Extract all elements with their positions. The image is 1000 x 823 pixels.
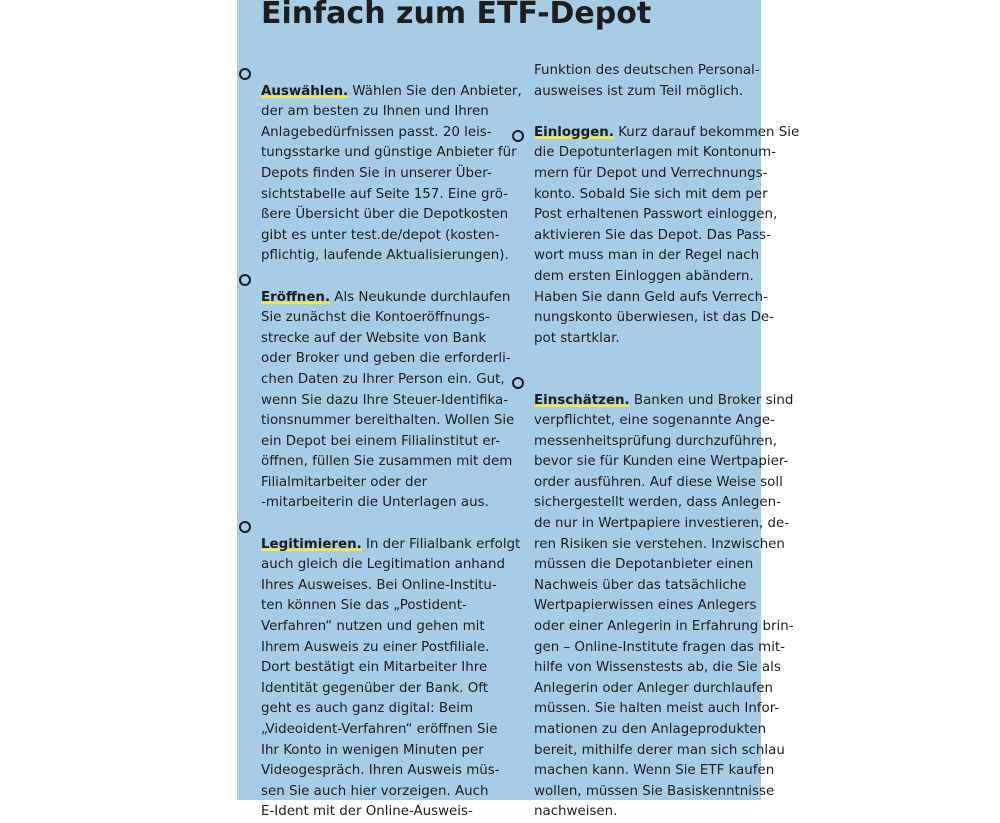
text-line: „Videoident-Verfahren“ eröffnen Sie	[261, 722, 498, 737]
text-line: oder Broker und geben die erforderli-	[261, 351, 511, 367]
text-line: Ihr Konto in wenigen Minuten per	[261, 742, 484, 758]
text-line: Dort bestätigt ein Mitarbeiter Ihre	[261, 660, 488, 676]
text-line: Ihres Ausweises. Bei Online-Institu-	[261, 577, 497, 593]
section-first-line-text: In der Filialbank erfolgt	[361, 536, 521, 552]
text-line: pot startklar.	[534, 330, 620, 346]
text-line: messenheitsprüfung durchzuführen,	[534, 433, 778, 449]
text-line: öffnen, füllen Sie zusammen mit dem	[261, 454, 513, 470]
section-body	[261, 308, 515, 514]
text-line: bevor sie für Kunden eine Wertpapier-	[534, 454, 789, 470]
text-line: mationen zu den Anlageprodukten	[534, 722, 767, 737]
text-line: Verfahren“ nutzen und gehen mit	[261, 619, 485, 635]
bullet-circle-icon	[512, 377, 524, 389]
section-keyword: Legitimieren.	[261, 536, 362, 552]
text-line: Ihrem Ausweis zu einer Postfiliale.	[261, 639, 490, 655]
text-line: sen Sie auch hier vorzeigen. Auch	[261, 783, 489, 799]
section-eroeffnen	[261, 288, 515, 515]
text-line: tungsstarke und günstige Anbieter für	[261, 145, 517, 161]
section-keyword: Einschätzen.	[534, 392, 630, 408]
text-line: ren Risiken sie verstehen. Inzwischen	[534, 536, 785, 552]
text-line: geht es auch ganz digital: Beim	[261, 701, 474, 717]
section-legitimieren	[261, 535, 521, 823]
spacer	[534, 349, 770, 370]
text-line: bereit, mithilfe derer man sich schlau	[534, 742, 785, 758]
section-body	[261, 555, 505, 823]
text-line: E-Ident mit der Online-Ausweis-	[261, 804, 473, 820]
section-first-line	[534, 391, 794, 412]
text-line: Videogespräch. Ihren Ausweis müs-	[261, 763, 500, 779]
text-line: Sie zunächst die Kontoeröffnungs-	[261, 310, 490, 326]
bullet-circle-icon	[239, 68, 251, 80]
text-line: dem ersten Einloggen abändern.	[534, 268, 754, 284]
bullet-circle-icon	[239, 521, 251, 533]
text-line: de nur in Wertpapiere investieren, de-	[534, 516, 790, 532]
text-line: ten können Sie das „Postident-	[261, 598, 467, 614]
text-line: nungskonto überwiesen, ist das De-	[534, 310, 774, 326]
text-line: wollen, müssen Sie Basiskenntnisse	[534, 783, 775, 799]
text-line: strecke auf der Website von Bank	[261, 330, 487, 346]
text-line: mern für Depot und Verrechnungs-	[534, 165, 768, 181]
text-line: müssen. Sie halten meist auch Infor-	[534, 701, 780, 717]
text-line: nachweisen.	[534, 804, 618, 820]
right-column	[534, 61, 800, 823]
text-line: wenn Sie dazu Ihre Steuer-Identifika-	[261, 392, 509, 408]
section-body	[534, 143, 778, 349]
text-line: Funktion des deutschen Personal-	[534, 63, 760, 78]
article-title: Einfach zum ETF-Depot	[261, 0, 652, 31]
section-first-line	[261, 288, 511, 309]
text-line: wort muss man in der Regel nach	[534, 248, 760, 264]
article-panel	[237, 0, 800, 820]
text-line: machen kann. Wenn Sie ETF kaufen	[534, 763, 775, 779]
section-keyword: Eröffnen.	[261, 289, 331, 305]
text-line: Filialmitarbeiter oder der	[261, 474, 428, 490]
text-line: sichergestellt werden, dass Anlegen-	[534, 495, 781, 511]
text-line: Anlegerin oder Anleger durchlaufen	[534, 680, 774, 696]
text-line: chen Daten zu Ihrer Person ein. Gut,	[261, 371, 505, 387]
text-line: hilfe von Wissenstests ab, die Sie als	[534, 660, 781, 676]
spacer	[534, 102, 770, 123]
section-first-line-text: Kurz darauf bekommen Sie	[613, 124, 800, 140]
text-line: order ausführen. Auf diese Weise soll	[534, 474, 783, 490]
text-line: sichtstabelle auf Seite 157. Eine grö-	[261, 186, 508, 202]
spacer	[261, 267, 497, 288]
text-line: Haben Sie dann Geld aufs Verrech-	[534, 289, 768, 305]
text-line: die Depotunterlagen mit Kontonum-	[534, 145, 776, 161]
section-first-line	[261, 82, 522, 103]
text-line: auch gleich die Legitimation anhand	[261, 557, 505, 573]
text-line: Anlagebedürfnissen passt. 20 leis-	[261, 124, 492, 140]
text-line: gen – Online-Institute fragen das mit-	[534, 639, 786, 655]
section-first-line-text: Banken und Broker sind	[629, 392, 794, 408]
text-line: ausweises ist zum Teil möglich.	[534, 83, 744, 99]
text-line: gibt es unter test.de/depot (kosten-	[261, 227, 500, 243]
section-body	[534, 411, 794, 823]
text-line: Wertpapierwissen eines Anlegers	[534, 598, 757, 614]
text-line: der am besten zu Ihnen und Ihren	[261, 104, 489, 120]
section-first-line-text: Als Neukunde durchlaufen	[330, 289, 511, 305]
section-auswaehlen	[261, 82, 522, 267]
left-column	[261, 61, 522, 823]
text-line: -mitarbeiterin die Unterlagen aus.	[261, 495, 489, 511]
text-line: konto. Sobald Sie sich mit dem per	[534, 186, 768, 202]
bullet-circle-icon	[512, 130, 524, 142]
section-keyword: Einloggen.	[534, 124, 614, 140]
text-line: Depots finden Sie in unserer Über-	[261, 165, 492, 181]
spacer	[534, 370, 770, 391]
text-line: aktivieren Sie das Depot. Das Pass-	[534, 227, 771, 243]
text-line: Nachweis über das tatsächliche	[534, 577, 747, 593]
text-line: Post erhaltenen Passwort einloggen,	[534, 207, 778, 223]
spacer	[261, 514, 497, 535]
text-line: tionsnummer bereithalten. Wollen Sie	[261, 413, 515, 429]
text-line: verpflichtet, eine sogenannte Ange-	[534, 413, 775, 429]
text-line: ein Depot bei einem Filialinstitut er-	[261, 433, 501, 449]
section-einloggen	[534, 123, 800, 350]
continuation-text	[534, 61, 770, 102]
section-first-line-text: Wählen Sie den Anbieter,	[348, 83, 522, 99]
text-line: Identität gegenüber der Bank. Oft	[261, 680, 488, 696]
text-line: ßere Übersicht über die Depotkosten	[261, 207, 509, 223]
section-keyword: Auswählen.	[261, 83, 349, 99]
section-einschaetzen	[534, 391, 794, 823]
section-body	[261, 102, 517, 267]
section-first-line	[261, 535, 521, 556]
text-line: müssen die Depotanbieter einen	[534, 557, 754, 573]
text-line: oder einer Anlegerin in Erfahrung brin-	[534, 619, 794, 635]
bullet-circle-icon	[239, 274, 251, 286]
spacer	[261, 61, 497, 82]
section-first-line	[534, 123, 800, 144]
text-line: pflichtig, laufende Aktualisierungen).	[261, 248, 509, 264]
